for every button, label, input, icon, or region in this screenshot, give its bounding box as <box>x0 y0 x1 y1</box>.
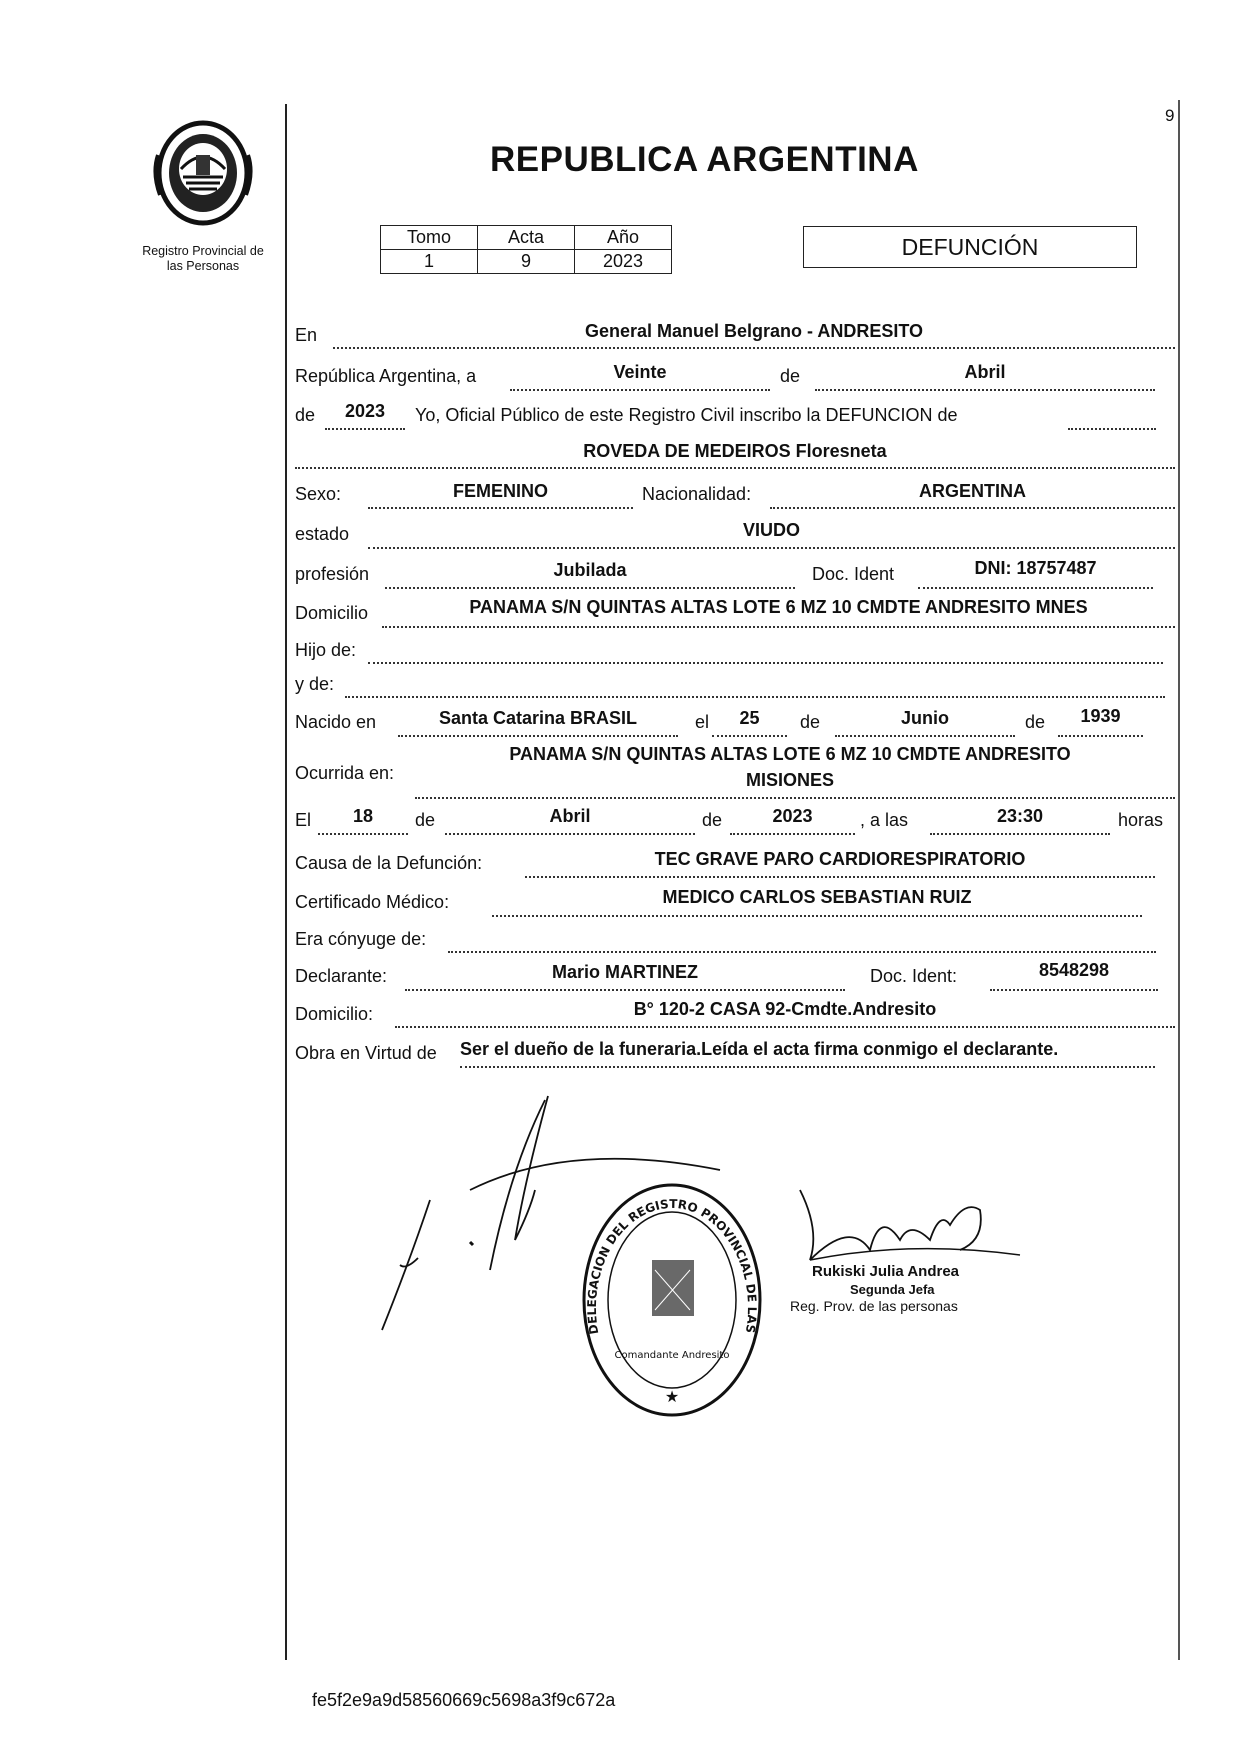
month-value: Abril <box>964 362 1006 382</box>
stamp-text: DELEGACION DEL REGISTRO PROVINCIAL DE LAS <box>584 1196 760 1336</box>
tomo-header: Tomo <box>381 226 478 250</box>
death-month-value: Abril <box>549 806 591 826</box>
ano-value: 2023 <box>575 250 672 274</box>
doc-ident-line <box>918 587 1153 589</box>
declarante-doc-value: 8548298 <box>1038 960 1110 980</box>
left-margin-line <box>285 104 287 1660</box>
nacionalidad-value: ARGENTINA <box>919 481 1026 501</box>
estado-line <box>368 547 1175 549</box>
declarante-doc-label: Doc. Ident: <box>870 966 958 986</box>
obra-value: Ser el dueño de la funeraria.Leída el acta firma conmigo el declarante. <box>460 1039 1059 1059</box>
year-value: 2023 <box>344 401 386 421</box>
day-line <box>510 389 770 391</box>
death-time-value: 23:30 <box>996 806 1044 826</box>
birth-day-line <box>712 735 787 737</box>
horas-label: horas <box>1118 810 1164 830</box>
decl-domicilio-value: B° 120-2 CASA 92-Cmdte.Andresito <box>633 999 937 1019</box>
conyuge-label: Era cónyuge de: <box>295 929 427 949</box>
provincial-seal <box>148 115 258 230</box>
de-label-5: de <box>415 810 436 830</box>
estado-label: estado <box>295 524 350 544</box>
right-margin-line <box>1178 100 1180 1660</box>
record-table <box>380 225 672 274</box>
profesion-value: Jubilada <box>553 560 627 580</box>
en-value: General Manuel Belgrano - ANDRESITO <box>584 321 924 341</box>
certificado-value: MEDICO CARLOS SEBASTIAN RUIZ <box>662 887 972 907</box>
tomo-value: 1 <box>381 250 478 274</box>
de-label-4: de <box>1025 712 1046 732</box>
document-hash: fe5f2e9a9d58560669c5698a3f9c672a <box>312 1690 616 1710</box>
birth-year-value: 1939 <box>1080 706 1121 726</box>
declarante-value: Mario MARTINEZ <box>552 962 698 982</box>
nacido-value: Santa Catarina BRASIL <box>438 708 638 728</box>
nacido-line <box>398 735 678 737</box>
death-year-line <box>730 833 855 835</box>
doc-ident-value: DNI: 18757487 <box>974 558 1097 578</box>
ano-header: Año <box>575 226 672 250</box>
domicilio-line <box>382 626 1175 628</box>
month-line <box>815 389 1155 391</box>
conyuge-line <box>448 951 1156 953</box>
death-time-line <box>930 833 1110 835</box>
obra-label: Obra en Virtud de <box>295 1043 437 1063</box>
hijo-line <box>368 662 1163 664</box>
ocurrida-value-line1: PANAMA S/N QUINTAS ALTAS LOTE 6 MZ 10 CMDTE ANDRESITO <box>509 744 1071 764</box>
sexo-label: Sexo: <box>295 484 342 504</box>
en-label: En <box>295 325 318 345</box>
birth-month-line <box>835 735 1015 737</box>
de-label-1: de <box>780 366 801 386</box>
death-month-line <box>445 833 695 835</box>
en-line <box>333 347 1175 349</box>
stamp-star-icon: ★ <box>664 1387 680 1406</box>
nacionalidad-line <box>770 507 1175 509</box>
certificado-label: Certificado Médico: <box>295 892 450 912</box>
death-year-value: 2023 <box>772 806 813 826</box>
official-name: Rukiski Julia Andrea <box>812 1263 959 1280</box>
birth-month-value: Junio <box>901 708 949 728</box>
name-value: ROVEDA DE MEDEIROS Floresneta <box>583 441 887 461</box>
de-label-2: de <box>295 405 316 425</box>
estado-value: VIUDO <box>742 520 800 540</box>
day-value: Veinte <box>613 362 667 382</box>
registry-label <box>118 244 288 274</box>
domicilio-value: PANAMA S/N QUINTAS ALTAS LOTE 6 MZ 10 CMDTE ANDRESITO MNES <box>469 597 1088 617</box>
stamp-inner-text: Comandante Andresito <box>614 1350 730 1361</box>
profesion-line <box>385 587 795 589</box>
yde-label: y de: <box>295 674 335 694</box>
declarante-doc-line <box>990 989 1158 991</box>
decl-domicilio-line <box>395 1026 1175 1028</box>
causa-label: Causa de la Defunción: <box>295 853 483 873</box>
death-day-line <box>318 833 408 835</box>
record-type-box: DEFUNCIÓN <box>803 226 1137 268</box>
birth-day-value: 25 <box>739 708 760 728</box>
domicilio-label: Domicilio <box>295 603 369 623</box>
yo-text: Yo, Oficial Público de este Registro Civil inscribo la DEFUNCION de <box>415 405 958 425</box>
el2-label: El <box>295 810 312 830</box>
ocurrida-line <box>415 797 1175 799</box>
certificado-line <box>492 915 1142 917</box>
ocurrida-value-line2: MISIONES <box>745 770 834 790</box>
nacionalidad-label: Nacionalidad: <box>642 484 752 504</box>
de-label-3: de <box>800 712 821 732</box>
name-line <box>295 467 1175 469</box>
doc-ident-label: Doc. Ident <box>812 564 895 584</box>
sexo-line <box>368 507 633 509</box>
alas-label: , a las <box>860 810 909 830</box>
acta-value: 9 <box>478 250 575 274</box>
profesion-label: profesión <box>295 564 370 584</box>
registry-label-line2: las Personas <box>166 259 240 273</box>
yde-line <box>345 696 1165 698</box>
death-day-value: 18 <box>352 806 374 826</box>
causa-line <box>525 876 1155 878</box>
sexo-value: FEMENINO <box>452 481 548 501</box>
official-stamp <box>580 1180 765 1420</box>
de-label-6: de <box>702 810 723 830</box>
obra-line <box>460 1066 1155 1068</box>
page-number: 9 <box>1165 106 1175 125</box>
causa-value: TEC GRAVE PARO CARDIORESPIRATORIO <box>654 849 1026 869</box>
decl-domicilio-label: Domicilio: <box>295 1004 374 1024</box>
el-label: el <box>695 712 710 732</box>
official-title: Segunda Jefa <box>850 1282 935 1297</box>
registry-label-line1: Registro Provincial de <box>142 244 264 258</box>
hijo-label: Hijo de: <box>295 640 357 660</box>
declarante-line <box>405 989 845 991</box>
republica-label: República Argentina, a <box>295 366 477 386</box>
ocurrida-label: Ocurrida en: <box>295 763 395 783</box>
nacido-label: Nacido en <box>295 712 377 732</box>
year-line <box>325 428 405 430</box>
birth-year-line <box>1058 735 1143 737</box>
yo-line <box>1068 428 1156 430</box>
official-org: Reg. Prov. de las personas <box>790 1298 958 1314</box>
declarante-label: Declarante: <box>295 966 388 986</box>
page-title: REPUBLICA ARGENTINA <box>490 140 919 179</box>
acta-header: Acta <box>478 226 575 250</box>
